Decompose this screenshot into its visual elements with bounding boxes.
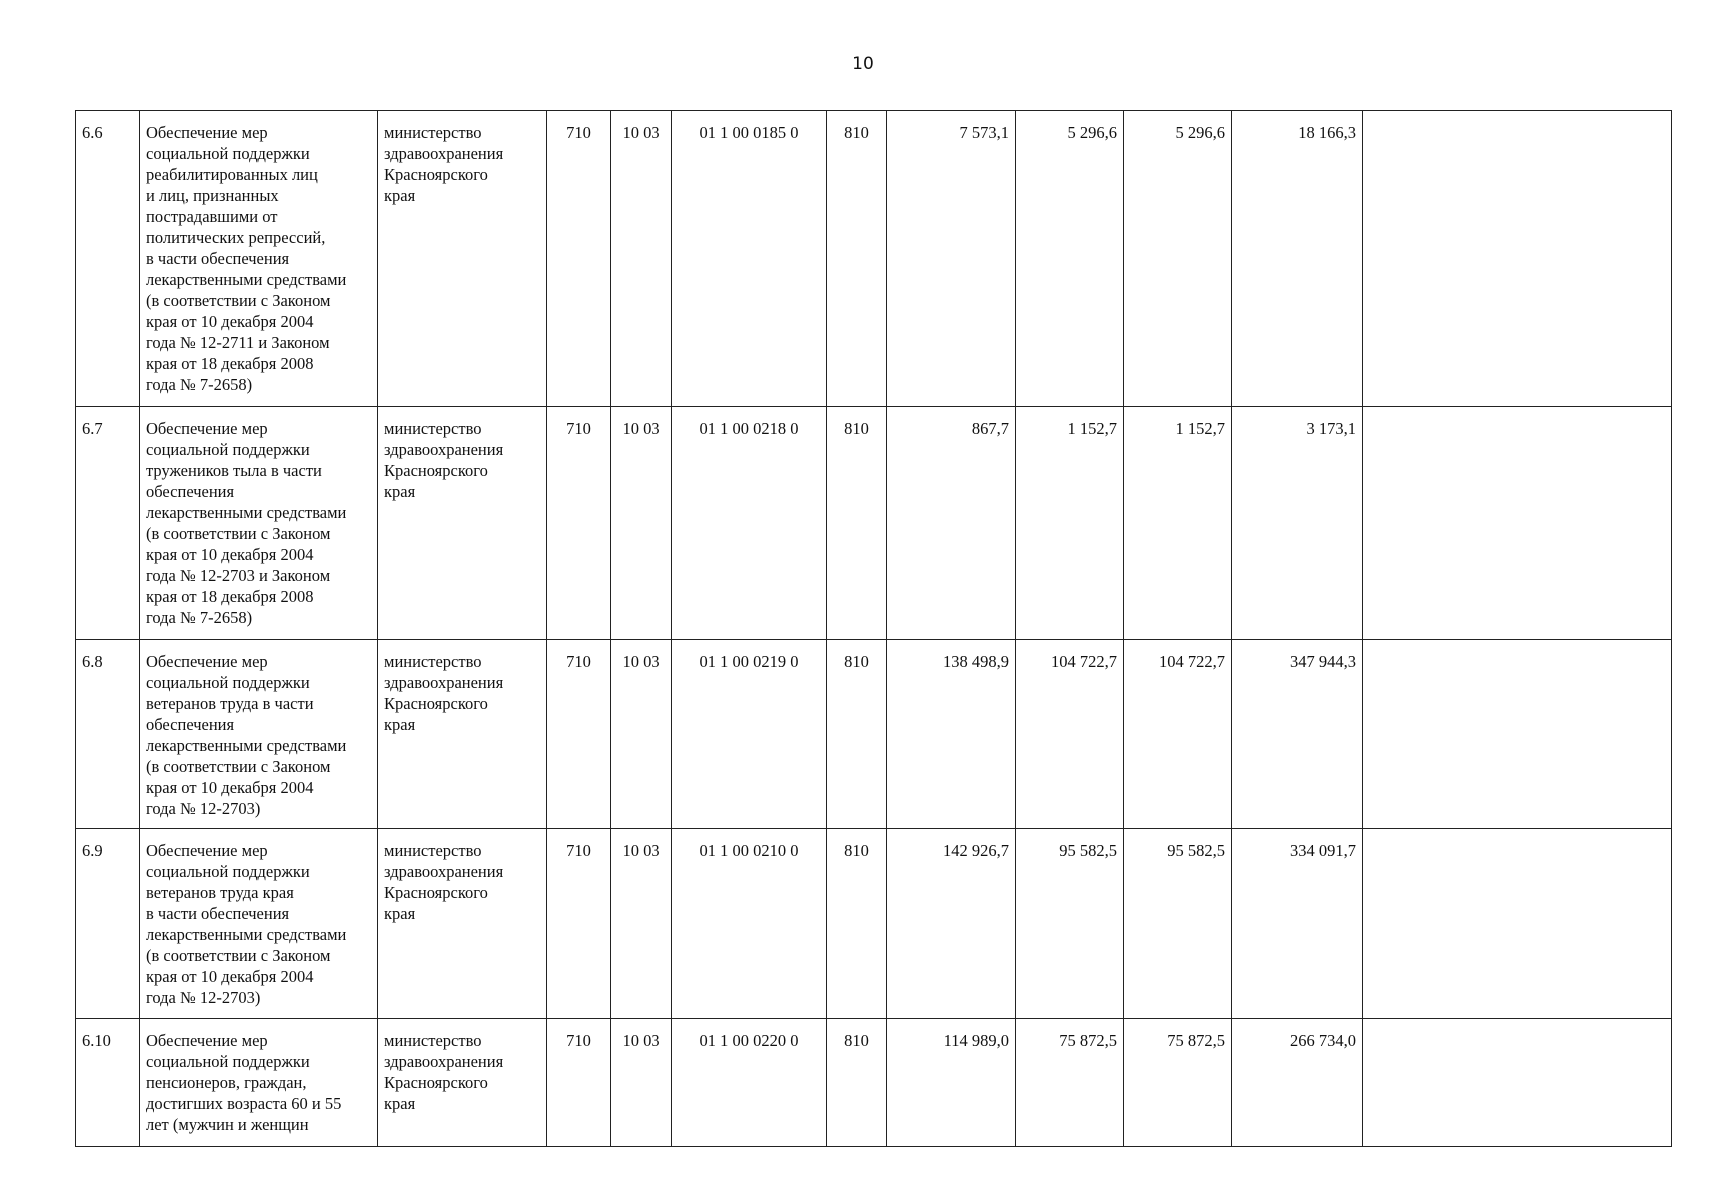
row-year1-amount: 138 498,9 [887,640,1016,829]
row-description: Обеспечение мер социальной поддержки реабилитированных лиц и лиц, признанных пострадавшими от политических репрессий, в части обеспечения лекарственными средствами (в соответствии с Законом края от 10 декабря 2004 года № 12-2711 и Законом края от 18 декабря 2008 года № 7-2658) [140,111,378,407]
row-expense-type: 810 [827,407,887,640]
row-year2-amount: 75 872,5 [1016,1019,1124,1147]
row-executor: министерство здравоохранения Красноярского края [378,407,547,640]
row-section-code: 10 03 [611,1019,672,1147]
row-year3-amount: 95 582,5 [1124,829,1232,1019]
row-description: Обеспечение мер социальной поддержки тружеников тыла в части обеспечения лекарственными средствами (в соответствии с Законом края от 10 декабря 2004 года № 12-2703 и Законом края от 18 декабря 2008 года № 7-2658) [140,407,378,640]
row-target-code: 01 1 00 0210 0 [672,829,827,1019]
row-number: 6.9 [76,829,140,1019]
row-number: 6.7 [76,407,140,640]
row-year1-amount: 142 926,7 [887,829,1016,1019]
row-expense-type: 810 [827,640,887,829]
row-result-cell [1363,1019,1672,1147]
row-year2-amount: 5 296,6 [1016,111,1124,407]
row-year1-amount: 114 989,0 [887,1019,1016,1147]
row-section-code: 10 03 [611,829,672,1019]
row-year3-amount: 104 722,7 [1124,640,1232,829]
row-grbs-code: 710 [547,111,611,407]
row-section-code: 10 03 [611,111,672,407]
row-year2-amount: 95 582,5 [1016,829,1124,1019]
row-target-code: 01 1 00 0220 0 [672,1019,827,1147]
row-number: 6.10 [76,1019,140,1147]
row-total-amount: 3 173,1 [1232,407,1363,640]
row-grbs-code: 710 [547,829,611,1019]
row-executor: министерство здравоохранения Красноярского края [378,829,547,1019]
row-target-code: 01 1 00 0185 0 [672,111,827,407]
row-result-cell [1363,407,1672,640]
row-result-cell [1363,640,1672,829]
row-year3-amount: 5 296,6 [1124,111,1232,407]
row-grbs-code: 710 [547,1019,611,1147]
table-row [76,111,1672,407]
row-total-amount: 266 734,0 [1232,1019,1363,1147]
page-number: 10 [852,54,874,74]
row-target-code: 01 1 00 0218 0 [672,407,827,640]
row-total-amount: 347 944,3 [1232,640,1363,829]
row-executor: министерство здравоохранения Красноярского края [378,111,547,407]
row-year3-amount: 1 152,7 [1124,407,1232,640]
row-total-amount: 334 091,7 [1232,829,1363,1019]
row-result-cell [1363,111,1672,407]
row-expense-type: 810 [827,829,887,1019]
row-section-code: 10 03 [611,407,672,640]
row-target-code: 01 1 00 0219 0 [672,640,827,829]
row-grbs-code: 710 [547,640,611,829]
row-executor: министерство здравоохранения Красноярского края [378,640,547,829]
row-description: Обеспечение мер социальной поддержки ветеранов труда в части обеспечения лекарственными средствами (в соответствии с Законом края от 10 декабря 2004 года № 12-2703) [140,640,378,829]
row-year1-amount: 867,7 [887,407,1016,640]
row-total-amount: 18 166,3 [1232,111,1363,407]
table-row [76,407,1672,640]
row-section-code: 10 03 [611,640,672,829]
row-number: 6.8 [76,640,140,829]
row-number: 6.6 [76,111,140,407]
row-description: Обеспечение мер социальной поддержки пенсионеров, граждан, достигших возраста 60 и 55 лет (мужчин и женщин [140,1019,378,1147]
row-expense-type: 810 [827,1019,887,1147]
row-expense-type: 810 [827,111,887,407]
row-result-cell [1363,829,1672,1019]
expenditure-table [75,110,1672,1147]
row-year2-amount: 104 722,7 [1016,640,1124,829]
row-year3-amount: 75 872,5 [1124,1019,1232,1147]
row-year2-amount: 1 152,7 [1016,407,1124,640]
table-row [76,640,1672,829]
row-description: Обеспечение мер социальной поддержки ветеранов труда края в части обеспечения лекарственными средствами (в соответствии с Законом края от 10 декабря 2004 года № 12-2703) [140,829,378,1019]
row-year1-amount: 7 573,1 [887,111,1016,407]
row-executor: министерство здравоохранения Красноярского края [378,1019,547,1147]
row-grbs-code: 710 [547,407,611,640]
table-row [76,1019,1672,1147]
table-row [76,829,1672,1019]
